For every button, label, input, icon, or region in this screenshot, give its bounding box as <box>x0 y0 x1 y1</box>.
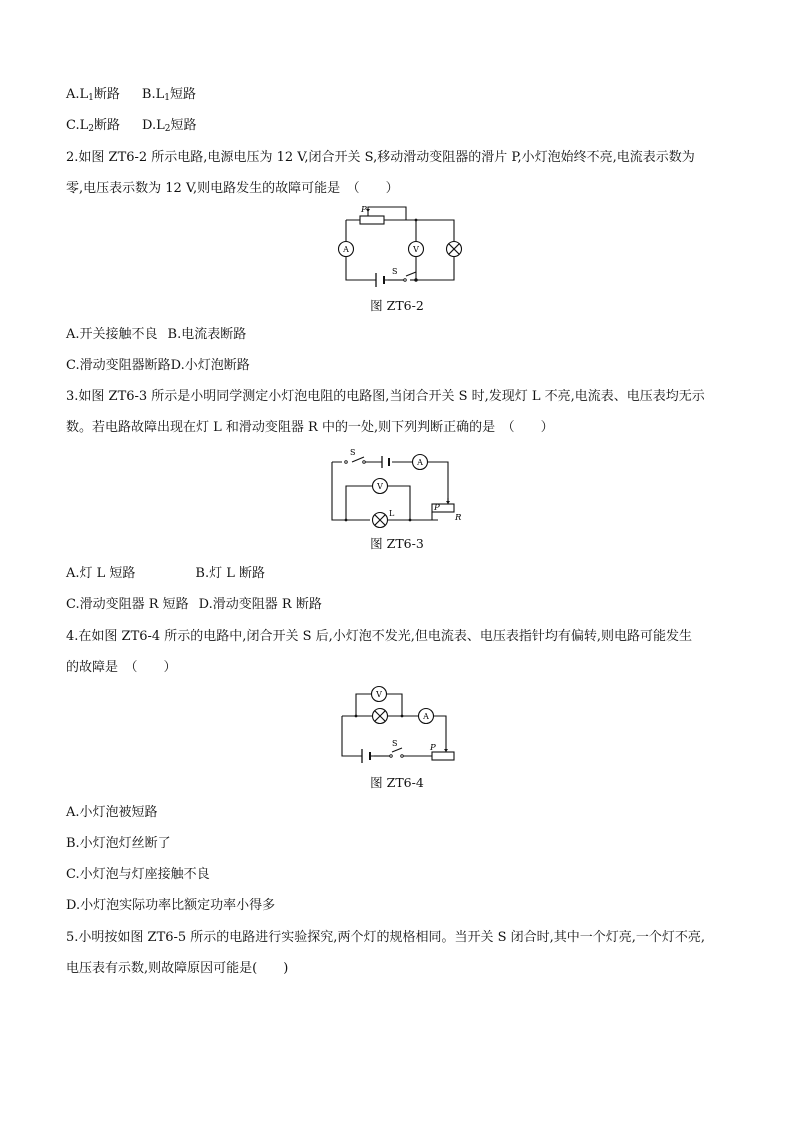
q2-stem-line2: 零,电压表示数为 12 V,则电路发生的故障可能是 （ ） <box>66 181 399 196</box>
q2-switch-label: S <box>392 267 398 276</box>
q1-options-row2 <box>66 117 196 138</box>
q3-option-b: B.灯 L 断路 <box>195 566 266 581</box>
q2-options-row2 <box>66 357 250 375</box>
q3-label-p: P <box>434 503 440 513</box>
q1-option-d: $D.L_2$短路 <box>142 118 197 134</box>
q4-label-p: P <box>430 743 436 753</box>
q4-option-b: B.小灯泡灯丝断了 <box>66 836 171 851</box>
q3-option-a: A.灯 L 短路 <box>66 566 136 581</box>
q2-option-a: A.开关接触不良 <box>66 327 158 342</box>
q2-option-c: C.滑动变阻器断路 <box>66 358 171 373</box>
q3-figure-caption: 图 ZT6-3 <box>370 536 424 551</box>
q2-figure-caption: 图 ZT6-2 <box>370 298 424 313</box>
q2-label-p: P <box>361 205 367 215</box>
q4-option-d: D.小灯泡实际功率比额定功率小得多 <box>66 898 276 913</box>
q4-option-c: C.小灯泡与灯座接触不良 <box>66 867 210 882</box>
q2-circuit-diagram <box>330 200 470 292</box>
q3-ammeter-label: A <box>417 458 423 467</box>
q5-stem-line1: 5.小明按如图 ZT6-5 所示的电路进行实验探究,两个灯的规格相同。当开关 S 闭合时,其中一个灯亮,一个灯不亮, <box>66 930 706 945</box>
q2-voltmeter-label: V <box>413 245 419 254</box>
q1-option-a: $A.L_1$断路 <box>66 87 120 103</box>
q3-label-r: R <box>455 513 462 523</box>
q3-switch-label: S <box>350 448 356 457</box>
q2-option-b: B.电流表断路 <box>167 327 247 342</box>
q3-stem-line2: 数。若电路故障出现在灯 L 和滑动变阻器 R 中的一处,则下列判断正确的是 （ ） <box>66 420 554 435</box>
q3-circuit-diagram <box>322 446 472 530</box>
q4-switch-label: S <box>392 739 398 748</box>
q4-stem-line1: 4.在如图 ZT6-4 所示的电路中,闭合开关 S 后,小灯泡不发光,但电流表、电压表指针均有偏转,则电路可能发生 <box>66 629 693 644</box>
q4-voltmeter-label: V <box>376 690 382 699</box>
q3-option-c: C.滑动变阻器 R 短路 <box>66 597 189 612</box>
q1-option-c: $C.L_2$断路 <box>66 118 120 134</box>
q4-option-a: A.小灯泡被短路 <box>66 805 158 820</box>
q3-voltmeter-label: V <box>377 482 383 491</box>
q2-options-row1 <box>66 326 246 344</box>
q2-option-d: D.小灯泡断路 <box>170 358 250 373</box>
q4-ammeter-label: A <box>423 712 429 721</box>
q3-lamp-label: L <box>389 509 395 518</box>
q3-stem-line1: 3.如图 ZT6-3 所示是小明同学测定小灯泡电阻的电路图,当闭合开关 S 时,发现灯 L 不亮,电流表、电压表均无示 <box>66 389 705 404</box>
q5-stem-line2: 电压表有示数,则故障原因可能是( ) <box>66 961 289 976</box>
q3-options-row1 <box>66 565 265 583</box>
q2-stem-line1: 2.如图 ZT6-2 所示电路,电源电压为 12 V,闭合开关 S,移动滑动变阻器的滑片 P,小灯泡始终不亮,电流表示数为 <box>66 150 695 165</box>
q1-option-b: $B.L_1$短路 <box>141 87 196 103</box>
q4-stem-line2: 的故障是 （ ） <box>66 660 177 675</box>
q4-circuit-diagram <box>336 684 466 768</box>
q1-options-row1 <box>66 86 196 107</box>
q4-figure-caption: 图 ZT6-4 <box>370 775 424 790</box>
q2-ammeter-label: A <box>343 245 349 254</box>
q3-option-d: D.滑动变阻器 R 断路 <box>198 597 322 612</box>
q3-options-row2 <box>66 596 322 614</box>
